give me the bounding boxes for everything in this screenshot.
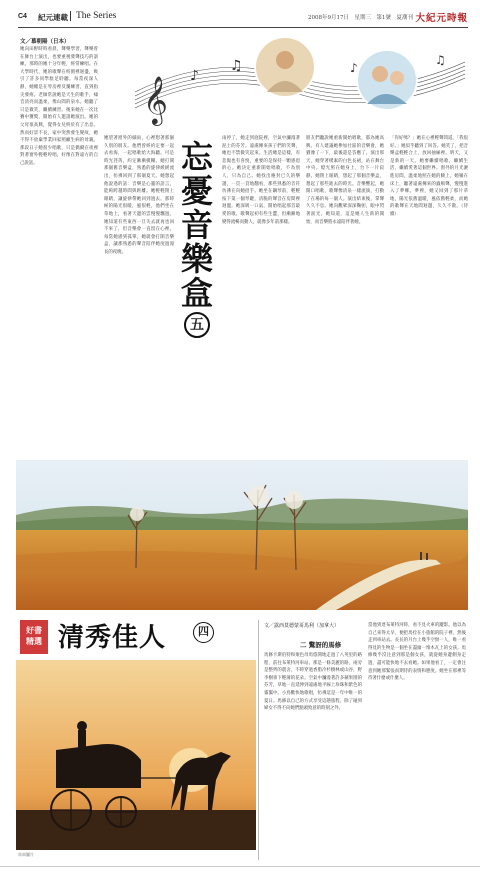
- featured-book-badge: [20, 620, 48, 654]
- story1-column-3: 雨停了，她走到庭院裡，空氣中瀰漫著泥土的芬芳。遠處傳來孩子們的笑聲，她也不禁微笑起來。生活總是這樣，有悲傷也有喜悅，重要的是保持一顆感恩的心。她決定重新開始唱歌，不為別人，只為自己。她找出塵封已久的樂譜，一頁一頁地翻看，那些熟悉的音符彷彿在向她招手。她坐在鋼琴前，輕輕按下第一個琴鍵，清脆的聲音在房間裡迴盪。她深吸一口氣，開始唱起那首最愛的歌。歌聲起初有些生澀，但漸漸地變得流暢而動人，就像多年前那樣。: [222, 136, 300, 225]
- svg-text:♪: ♪: [350, 61, 358, 75]
- issue-date: 2008年9月17日 星期三 第1號 夏潮刊: [308, 15, 413, 21]
- badge-line-2: 精選: [26, 636, 42, 646]
- story1-column-2: 她望著窗外的細雨，心裡想著那個久別的朋友。他們曾經約定要一起去看海，一起唱歌給大海聽。可是時光荏苒，約定漸漸模糊。她打開那個舊音樂盒，熟悉的旋律緩緩流出，彷彿回到了那個夏天。她想起他說過的話：音樂是心靈的語言，能夠跨越時間與距離。她輕輕閉上眼睛，讓旋律帶她回到過去。那時候的陽光很暖，風很輕，他們坐在草地上，看著天邊的雲慢慢飄過。她知道有些東西一旦失去就再也回不來了，但音樂會一直留在心裡。每當她感到孤單，她就會打開音樂盒，讓那熟悉的聲音陪伴她度過漫長的夜晚。: [104, 136, 174, 255]
- story2-byline: 文／露西莫德蒙哥馬利（加拿大）: [264, 623, 340, 629]
- story2-subtitle: 二 驚訝的馬修: [300, 641, 342, 649]
- page-bottom-rule: [0, 866, 480, 867]
- story2-title: 清秀佳人: [58, 623, 167, 653]
- svg-text:♪: ♪: [190, 68, 199, 84]
- svg-text:♫: ♫: [230, 58, 243, 74]
- story1-column-4: 朋友們聽說她重新開始唱歌，都為她高興。有人建議她參加社區的音樂會，她猶豫了一下，最後還是答應了。演出那天，她穿著樸素的白色長裙，站在舞台中央。燈光照在她身上，台下一片寂靜。她閉上眼睛，想起了那個音樂盒，想起了那些逝去的時光。音樂響起，她開口唱歌，歌聲像清泉一樣流淌，打動了在場的每一個人。演出結束後，掌聲久久不息。她向觀眾深深鞠躬，眼中閃著淚光。她知道，這是她人生新的開始，而音樂將永遠陪伴著她。: [306, 136, 384, 225]
- story1-episode-number: 五: [184, 312, 210, 338]
- story1-column-1: 她向田野時時看晨，聲樂學習，聲樂曾在舞台上演出，也要重視發聲技巧的訓練。那時的她十分年輕，經常練唱。在大學時代，她的歌聲在校園裡迴盪，吸引了許多同學駐足聆聽。每當夜深人靜，她總是在琴房裡反覆練習，直到指尖發疼。老師常說她是天生的歌手，嗓音清亮而溫柔，像山間的泉水。她聽了只是微笑，繼續練習。後來她在一次比賽中獲獎，開始有人邀請她演出。她的父母很高興，覺得女兒終於有了出息。然而好景不長，家中突然發生變故，她不得不放棄學業回家照顧生病的母親。那段日子她很少唱歌，只是偶爾在夜裡對著窗外輕輕哼唱，好像在對遠方的自己說話。: [20, 47, 98, 166]
- story2-episode-number: 四: [193, 622, 214, 643]
- newspaper-logo: 大紀元時報: [415, 13, 468, 24]
- story1-byline: 文／慕朝陽（日本）: [20, 39, 70, 45]
- svg-text:♫: ♫: [435, 53, 446, 67]
- column-divider: [258, 620, 259, 860]
- svg-text:𝄞: 𝄞: [143, 75, 168, 124]
- page-header: [18, 8, 468, 28]
- story1-column-5: 「你好嗎？」她在心裡輕聲問道。「我很好。」她似乎聽到了回答。她笑了，把音樂盒輕輕合上，放回抽屜裡。明天，又是新的一天。她要繼續唱歌，繼續生活，繼續愛著這個世界。窗外的月光灑進房間，溫柔地照在她的臉上。她躺在床上，聽著遠處傳來的蟲鳴聲，慢慢進入了夢鄉。夢裡，她又回到了那片草地，陽光依舊溫暖，風依舊輕柔，而她的歌聲在天地間迴盪，久久不散。（待續）: [390, 136, 468, 217]
- music-notes-illustration: [135, 32, 465, 132]
- section-name: 紀元連載: [38, 13, 68, 22]
- series-label: The Series: [70, 11, 116, 21]
- horse-carriage-sunset-illustration: [16, 660, 256, 850]
- story2-column-2: 當他到達布萊特河時，看不見火車的蹤影。他以為自己來得太早，便把馬拴在小旅館的院子裡，然後走到車站去。長長的月台上幾乎空無一人，唯一看得見的生物是一個坐在盡頭一堆木瓦上的女孩。馬修幾乎沒注意到那是個女孩，就從她身邊側身走過，盡可能快地不去看她。如果他看了，一定會注意到她那緊張而期待的表情和態度。她坐在那裡等待著什麼或什麼人。: [368, 623, 466, 682]
- story1-title: 忘憂音樂盒: [176, 140, 214, 310]
- page-number: C4: [18, 13, 27, 20]
- story2-column-1: 馬修卡斯伯特和栗色母馬悠閒地走過了八英里的路程，前往布萊特河車站。那是一條美麗的路，兩旁是整齊的農舍，不時穿過香脂冷杉樹林或山谷，野李樹垂下輕薄的花朵。空氣中瀰漫著許多蘋果園的芬芳，草地一直延伸到遠處地平線上珍珠和紫色的霧靄中。小鳥歡快地歌唱，彷彿這是一年中唯一的夏日。馬修以自己的方式享受這趟旅程，除了碰到婦女不得不向她們點頭致意的時刻之外。: [264, 653, 362, 712]
- autumn-field-photo: [16, 460, 468, 610]
- image-credit: 馬車圖片: [18, 852, 34, 857]
- badge-line-1: 好書: [26, 625, 42, 635]
